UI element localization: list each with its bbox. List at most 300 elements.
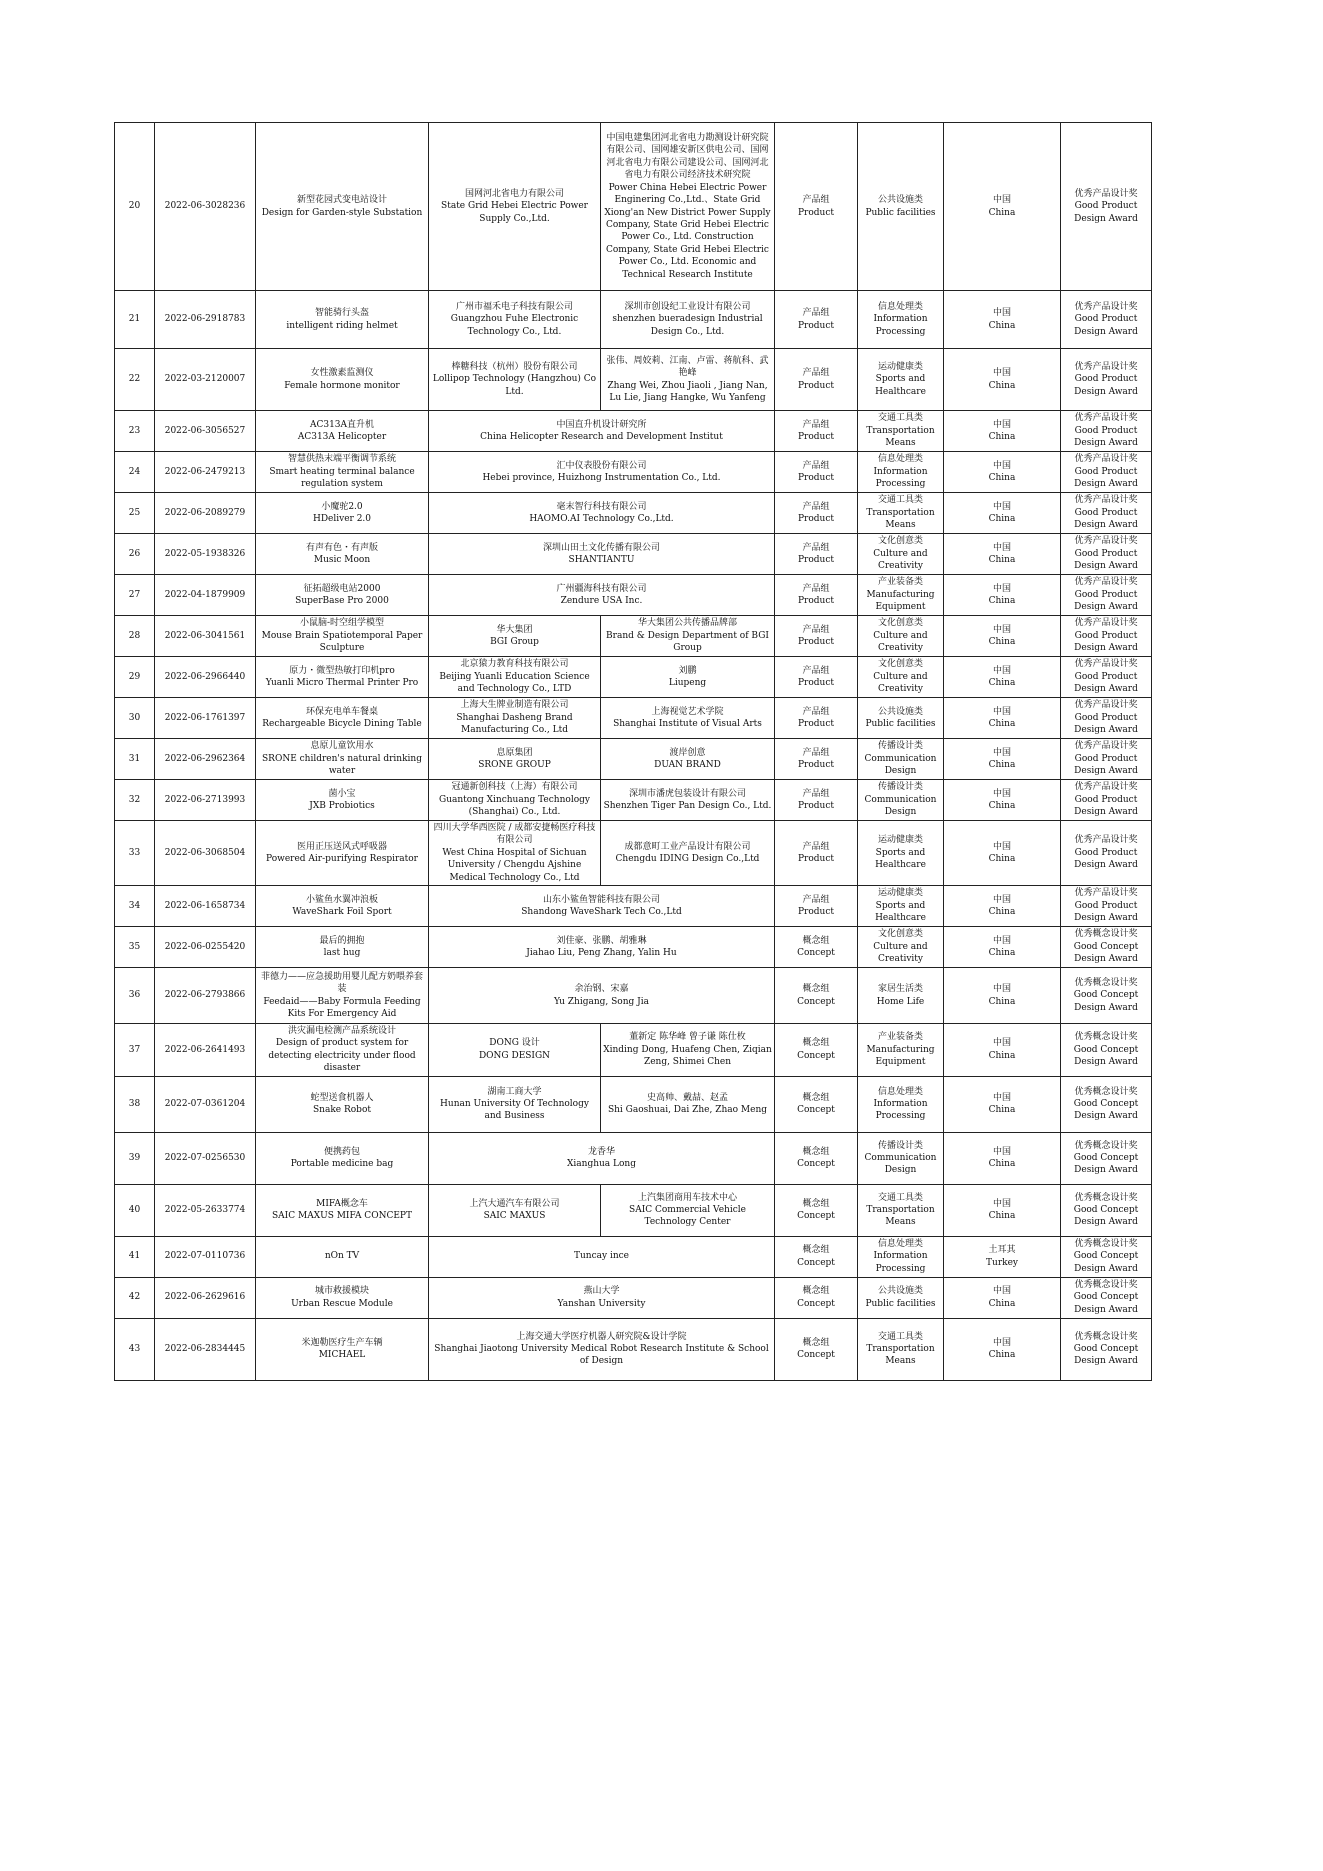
entrant (429, 411, 775, 452)
designer-line: 深圳市潘虎包装设计有限公司 (628, 788, 746, 799)
row-number: 28 (115, 616, 155, 657)
entrant (429, 1024, 601, 1077)
award-line: 优秀概念设计奖 (1074, 1280, 1138, 1291)
entrant-line: 上海大生牌业制造有限公司 (460, 700, 569, 711)
registration-id: 2022-06-2918783 (155, 291, 256, 349)
designer (601, 780, 775, 821)
award-line: Good Product Design Award (1074, 507, 1138, 531)
row-number: 33 (115, 821, 155, 886)
table-row (115, 411, 1152, 452)
award-line: 优秀产品设计奖 (1074, 577, 1138, 588)
category (858, 886, 944, 927)
table-row (115, 927, 1152, 968)
entrant-line: DONG DESIGN (478, 1050, 551, 1061)
entrant-line: 息原集团 (496, 747, 533, 758)
region-line: 中国 (992, 984, 1011, 995)
entry-name-line: 新型花园式变电站设计 (296, 195, 387, 206)
entry-name-line: Snake Robot (313, 1105, 371, 1116)
category (858, 1024, 944, 1077)
award (1061, 1132, 1152, 1184)
category-line: 产业装备类 (877, 577, 923, 588)
category-line: 文化创意类 (877, 536, 923, 547)
group-line: 概念组 (802, 984, 830, 995)
entry-name-line: intelligent riding helmet (286, 320, 398, 331)
group-line: 概念组 (802, 1198, 830, 1209)
designer-line: 深圳市创设纪工业设计有限公司 (624, 301, 751, 312)
entry-name-line: 智能骑行头盔 (314, 308, 369, 319)
award-line: 优秀概念设计奖 (1074, 1239, 1138, 1250)
entrant (429, 1277, 775, 1318)
table-row (115, 534, 1152, 575)
award-line: Good Concept Design Award (1073, 1343, 1139, 1367)
category-line: 交通工具类 (877, 413, 923, 424)
award-line: Good Concept Design Award (1073, 1204, 1139, 1228)
category-line: Public facilities (865, 207, 936, 218)
entrant (429, 1236, 775, 1277)
entrant-line: Shandong WaveShark Tech Co.,Ltd (521, 907, 682, 918)
entry-name-line: AC313A Helicopter (297, 432, 387, 442)
entry-name-line: Female hormone monitor (284, 380, 400, 391)
category-line: Culture and Creativity (873, 630, 928, 654)
designer-line: Brand & Design Department of BGI Group (606, 630, 769, 654)
category-line: 运动健康类 (877, 835, 923, 846)
entrant (429, 968, 775, 1024)
registration-id: 2022-06-2629616 (155, 1277, 256, 1318)
entrant (429, 1184, 601, 1236)
award-line: 优秀概念设计奖 (1074, 929, 1138, 940)
entrant (429, 1132, 775, 1184)
region-line: China (988, 473, 1016, 483)
category-line: 信息处理类 (877, 1086, 923, 1097)
group (775, 739, 858, 780)
entrant (429, 780, 601, 821)
region-line: China (988, 1211, 1016, 1222)
category-line: 交通工具类 (877, 495, 923, 506)
entry-name-line: 小鲨鱼水翼冲浪板 (305, 894, 378, 905)
category-line: Culture and Creativity (873, 548, 928, 572)
region-line: China (988, 320, 1016, 331)
category-line: Manufacturing Equipment (866, 589, 935, 613)
award-line: Good Concept Design Award (1073, 1098, 1139, 1122)
category (858, 927, 944, 968)
region (944, 1024, 1061, 1077)
award-line: Good Product Design Award (1074, 201, 1138, 224)
registration-id: 2022-06-2834445 (155, 1318, 256, 1380)
group-line: Product (798, 207, 834, 218)
entrant (429, 739, 601, 780)
entrant (429, 493, 775, 534)
group-line: 概念组 (802, 1038, 830, 1049)
designer-line: Xinding Dong, Huafeng Chen, Ziqian Zeng, Shimei Chen (603, 1044, 772, 1068)
entry-name-line: SuperBase Pro 2000 (295, 596, 389, 606)
award-line: Good Concept Design Award (1073, 1292, 1139, 1315)
region (944, 411, 1061, 452)
award-line: 优秀产品设计奖 (1074, 659, 1138, 670)
award (1061, 1236, 1152, 1277)
group-line: Product (798, 678, 834, 688)
award-line: 优秀产品设计奖 (1074, 454, 1138, 465)
award-line: Good Product Design Award (1074, 753, 1138, 777)
entry-name (256, 1024, 429, 1077)
category (858, 1076, 944, 1132)
entry-name-line: 医用正压送风式呼吸器 (296, 841, 387, 852)
region-line: 中国 (992, 542, 1011, 553)
entry-name (256, 493, 429, 534)
group-line: 产品组 (802, 624, 830, 635)
category-line: Information Processing (873, 1251, 928, 1274)
award (1061, 123, 1152, 291)
group-line: 概念组 (802, 935, 830, 946)
group (775, 575, 858, 616)
group (775, 1184, 858, 1236)
entry-name-line: 女性激素监测仪 (310, 368, 374, 379)
designer (601, 698, 775, 739)
entry-name-line: 米迦勒医疗生产车辆 (301, 1337, 383, 1348)
row-number: 24 (115, 452, 155, 493)
region-line: 中国 (992, 1146, 1011, 1157)
group-line: 概念组 (802, 1146, 830, 1157)
category-line: Transportation Means (866, 425, 935, 449)
region-line: 中国 (992, 935, 1011, 946)
group-line: 产品组 (802, 501, 830, 512)
award (1061, 1277, 1152, 1318)
entry-name-line: 原力・微型热敏打印机pro (289, 665, 395, 676)
entrant-line: Hunan University Of Technology and Business (440, 1098, 589, 1122)
table-row (115, 698, 1152, 739)
category-line: 家居生活类 (877, 984, 923, 995)
entrant-line: SHANTIANTU (568, 555, 635, 565)
designer-line: 华大集团公共传播品牌部 (637, 618, 737, 629)
category-line: Manufacturing Equipment (866, 1044, 935, 1068)
entry-name (256, 575, 429, 616)
region-line: China (988, 678, 1016, 688)
entrant-line: Shanghai Jiaotong University Medical Robot Research Institute & School of Design (434, 1343, 769, 1367)
group (775, 968, 858, 1024)
category (858, 968, 944, 1024)
group-line: Product (798, 473, 834, 483)
region (944, 1236, 1061, 1277)
entry-name-line: 菲德力——应急援助用婴儿配方奶喂养套装 (260, 971, 423, 995)
entrant-line: 国网河北省电力有限公司 (464, 188, 564, 199)
designer (601, 1076, 775, 1132)
entry-name (256, 1184, 429, 1236)
entry-name-line: 智慧供热末端平衡调节系统 (287, 454, 396, 465)
entry-name (256, 821, 429, 886)
table-row (115, 1236, 1152, 1277)
entrant-line: 湖南工商大学 (487, 1086, 542, 1097)
designer-line: 渡岸创意 (669, 747, 706, 758)
entry-name-line: Design for Garden-style Substation (261, 207, 423, 218)
entry-name-line: Powered Air-purifying Respirator (266, 854, 418, 865)
group-line: 概念组 (802, 1245, 830, 1256)
award-line: 优秀产品设计奖 (1074, 495, 1138, 506)
designer-line: 中国电建集团河北省电力勘测设计研究院有限公司、国网雄安新区供电公司、国网河北省电力有限公司建设公司、国网河北省电力有限公司经济技术研究院 (606, 133, 769, 181)
designer-line: DUAN BRAND (654, 760, 721, 770)
entry-name (256, 927, 429, 968)
entry-name (256, 1236, 429, 1277)
entry-name-line: JXB Probiotics (309, 801, 375, 811)
region-line: 中国 (992, 308, 1011, 319)
group-line: 产品组 (802, 665, 830, 676)
entrant-line: HAOMO.AI Technology Co.,Ltd. (529, 514, 674, 524)
group (775, 1024, 858, 1077)
entry-name-line: 便携药包 (323, 1146, 360, 1157)
category-line: 公共设施类 (877, 195, 923, 206)
entry-name-line: 最后的拥抱 (319, 935, 365, 946)
category (858, 291, 944, 349)
entry-name (256, 1318, 429, 1380)
table-row (115, 1318, 1152, 1380)
table-row (115, 821, 1152, 886)
region-line: China (988, 996, 1016, 1007)
entrant-line: 棒糖科技（杭州）股份有限公司 (451, 361, 578, 372)
region-line: China (988, 1159, 1016, 1170)
entrant-line: 广州疆海科技有限公司 (556, 583, 647, 594)
region (944, 821, 1061, 886)
row-number: 41 (115, 1236, 155, 1277)
entry-name-line: MICHAEL (318, 1350, 366, 1361)
registration-id: 2022-06-3041561 (155, 616, 256, 657)
award (1061, 411, 1152, 452)
group-line: Concept (797, 1257, 835, 1268)
category-line: 交通工具类 (877, 1192, 923, 1203)
region-line: 中国 (992, 894, 1011, 905)
category-line: 传播设计类 (877, 1140, 923, 1151)
registration-id: 2022-06-3028236 (155, 123, 256, 291)
group-line: Concept (797, 1105, 835, 1116)
entrant (429, 452, 775, 493)
award-line: Good Product Design Award (1074, 630, 1138, 654)
group-line: Product (798, 760, 834, 770)
region-line: 中国 (992, 1286, 1011, 1297)
category-line: Communication Design (864, 794, 937, 818)
award (1061, 575, 1152, 616)
group-line: 概念组 (802, 1286, 830, 1297)
entry-name-line: 小魔驼2.0 (321, 501, 363, 512)
entrant (429, 657, 601, 698)
entrant (429, 1076, 601, 1132)
category (858, 821, 944, 886)
registration-id: 2022-06-3068504 (155, 821, 256, 886)
category (858, 780, 944, 821)
group-line: Concept (797, 996, 835, 1007)
category-line: Culture and Creativity (873, 671, 928, 695)
award-line: 优秀概念设计奖 (1074, 1086, 1138, 1097)
entrant-line: 龙香华 (587, 1146, 615, 1157)
designer-line: 董新定 陈华峰 曾子谦 陈仕枚 (629, 1032, 746, 1043)
region (944, 780, 1061, 821)
category (858, 123, 944, 291)
entry-name-line: SRONE children's natural drinking water (262, 753, 422, 777)
group (775, 616, 858, 657)
category-line: Culture and Creativity (873, 941, 928, 965)
award-line: 优秀概念设计奖 (1074, 977, 1138, 988)
entrant-line: Tuncay ince (574, 1251, 629, 1262)
region (944, 657, 1061, 698)
registration-id: 2022-06-3056527 (155, 411, 256, 452)
region-line: 土耳其 (988, 1245, 1016, 1256)
designer-line: 史高帅、戴喆、赵孟 (646, 1092, 728, 1103)
entrant-line: 北京猿力教育科技有限公司 (460, 659, 569, 670)
category (858, 411, 944, 452)
entrant-line: 华大集团 (496, 624, 533, 635)
entry-name (256, 657, 429, 698)
category (858, 349, 944, 411)
region (944, 452, 1061, 493)
region-line: China (988, 948, 1016, 959)
row-number: 22 (115, 349, 155, 411)
region-line: 中国 (992, 419, 1011, 430)
category (858, 1277, 944, 1318)
region (944, 1184, 1061, 1236)
entrant-line: 余治钢、宋嘉 (574, 984, 629, 995)
category-line: 信息处理类 (877, 454, 923, 465)
award (1061, 534, 1152, 575)
row-number: 43 (115, 1318, 155, 1380)
award (1061, 616, 1152, 657)
registration-id: 2022-07-0256530 (155, 1132, 256, 1184)
group-line: Concept (797, 1159, 835, 1170)
table-row (115, 616, 1152, 657)
entry-name-line: Rechargeable Bicycle Dining Table (262, 719, 422, 729)
award-line: 优秀产品设计奖 (1074, 741, 1138, 752)
entrant-line: 深圳山田土文化传播有限公司 (542, 542, 660, 553)
entry-name (256, 739, 429, 780)
group-line: Product (798, 907, 834, 918)
entry-name (256, 123, 429, 291)
entry-name-line: nOn TV (324, 1251, 360, 1262)
category (858, 616, 944, 657)
designer-line: 刘鹏 (678, 665, 697, 676)
entrant-line: 四川大学华西医院 / 成都安捷畅医疗科技有限公司 (433, 823, 596, 846)
entrant-line: DONG 设计 (489, 1038, 540, 1049)
entrant (429, 349, 601, 411)
designer (601, 616, 775, 657)
award-line: Good Concept Design Award (1073, 1251, 1139, 1274)
entrant-line: 毫末智行科技有限公司 (556, 501, 647, 512)
group-line: 产品组 (802, 419, 830, 430)
designer-line: SAIC Commercial Vehicle Technology Center (629, 1204, 746, 1228)
table-row (115, 1024, 1152, 1077)
category-line: Sports and Healthcare (875, 900, 926, 924)
award (1061, 1318, 1152, 1380)
award-line: 优秀产品设计奖 (1074, 361, 1138, 372)
category-line: Information Processing (873, 466, 928, 490)
row-number: 27 (115, 575, 155, 616)
entry-name (256, 534, 429, 575)
designer (601, 349, 775, 411)
category-line: 传播设计类 (877, 782, 923, 793)
entrant-line: SRONE GROUP (478, 760, 551, 770)
group (775, 493, 858, 534)
group (775, 534, 858, 575)
entry-name-line: 小鼠脑-时空组学模型 (299, 618, 385, 629)
award (1061, 927, 1152, 968)
entry-name (256, 780, 429, 821)
region-line: China (988, 854, 1016, 865)
group-line: 产品组 (802, 583, 830, 594)
registration-id: 2022-06-2479213 (155, 452, 256, 493)
group (775, 1277, 858, 1318)
table-row (115, 575, 1152, 616)
group (775, 1132, 858, 1184)
entry-name (256, 1132, 429, 1184)
entrant-line: Guantong Xinchuang Technology (Shanghai) Co., Ltd. (439, 794, 590, 818)
award (1061, 291, 1152, 349)
award-line: 优秀产品设计奖 (1074, 888, 1138, 899)
entrant-line: Lollipop Technology (Hangzhou) Co Ltd. (432, 374, 597, 397)
designer-line: 张伟、周姣莉、江南、卢雷、蒋航科、武艳峰 (606, 355, 769, 379)
designer (601, 739, 775, 780)
group-line: 产品组 (802, 368, 830, 379)
award-line: Good Product Design Award (1074, 900, 1138, 924)
award (1061, 349, 1152, 411)
region-line: Turkey (986, 1257, 1018, 1268)
region-line: 中国 (992, 368, 1011, 379)
table-row (115, 739, 1152, 780)
entrant-line: Zendure USA Inc. (560, 596, 643, 606)
category (858, 657, 944, 698)
category (858, 534, 944, 575)
entry-name (256, 886, 429, 927)
entrant-line: Hebei province, Huizhong Instrumentation Co., Ltd. (482, 473, 721, 483)
entrant (429, 821, 601, 886)
entrant-line: Beijing Yuanli Education Science and Technology Co., LTD (439, 671, 590, 695)
designer (601, 1024, 775, 1077)
row-number: 31 (115, 739, 155, 780)
entry-name-line: WaveShark Foil Sport (292, 907, 392, 918)
registration-id: 2022-03-2120007 (155, 349, 256, 411)
row-number: 26 (115, 534, 155, 575)
row-number: 37 (115, 1024, 155, 1077)
registration-id: 2022-05-2633774 (155, 1184, 256, 1236)
award (1061, 1184, 1152, 1236)
group-line: 产品组 (802, 894, 830, 905)
category-line: Sports and Healthcare (875, 847, 926, 871)
category-line: Communication Design (864, 1152, 937, 1176)
award (1061, 452, 1152, 493)
category-line: Communication Design (864, 753, 937, 777)
entrant-line: Yu Zhigang, Song Jia (553, 996, 649, 1007)
row-number: 40 (115, 1184, 155, 1236)
table-row (115, 452, 1152, 493)
region-line: China (988, 1105, 1016, 1116)
category-line: 信息处理类 (877, 301, 923, 312)
region-line: China (988, 719, 1016, 729)
entrant-line: SAIC MAXUS (483, 1211, 546, 1222)
category (858, 698, 944, 739)
group (775, 123, 858, 291)
entrant (429, 123, 601, 291)
region (944, 739, 1061, 780)
group (775, 657, 858, 698)
award-line: Good Product Design Award (1074, 589, 1138, 613)
row-number: 32 (115, 780, 155, 821)
group-line: 产品组 (802, 195, 830, 206)
category-line: Transportation Means (866, 1343, 935, 1367)
group-line: 产品组 (802, 788, 830, 799)
region (944, 927, 1061, 968)
region-line: China (988, 596, 1016, 606)
designer-line: 上海视觉艺术学院 (651, 706, 724, 717)
entry-name-line: Music Moon (313, 555, 371, 565)
row-number: 39 (115, 1132, 155, 1184)
designer-line: Shenzhen Tiger Pan Design Co., Ltd. (603, 801, 772, 811)
group (775, 291, 858, 349)
group-line: 产品组 (802, 308, 830, 319)
group-line: 产品组 (802, 460, 830, 471)
region (944, 493, 1061, 534)
